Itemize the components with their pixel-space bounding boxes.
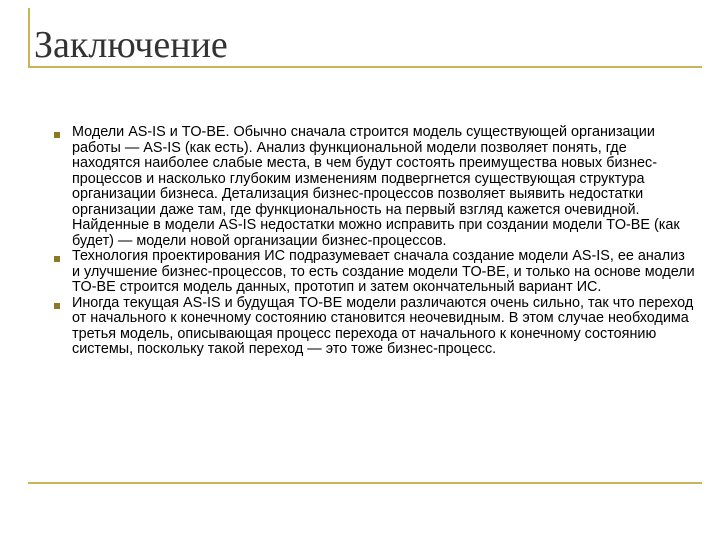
title-vertical-rule (28, 8, 30, 66)
bullet-item (56, 125, 696, 249)
bullet-text: Технология проектирования ИС подразумевает сначала создание модели AS-IS, ее анализ и улучшение бизнес-процессов, то есть создание модели TO-BE, и только на основе модели TO-BE строится модель данных, прототип и затем окончательный вариант ИС. (72, 248, 695, 295)
square-bullet-icon (54, 256, 60, 262)
bullet-text: Иногда текущая AS-IS и будущая TO-BE модели различаются очень сильно, так что переход от начального к конечному состоянию становится неочевидным. В этом случае необходима третья модель, описывающая процесс перехода от начального к конечному состоянию системы, поскольку такой переход — это тоже бизнес-процесс. (72, 294, 694, 357)
footer-rule (28, 482, 702, 484)
slide-title: Заключение (34, 24, 228, 66)
title-horizontal-rule (28, 66, 702, 68)
square-bullet-icon (54, 132, 60, 138)
bullet-item (56, 249, 696, 296)
bullet-list (56, 125, 696, 358)
bullet-text: Модели AS-IS и TO-BE. Обычно сначала строится модель существующей организации работы — AS-IS (как есть). Анализ функциональной модели позволяет понять, где находятся наиболее слабые места, в чем будут состоять преимущества новых бизнес-процессов и насколько глубоким изменениям подвергнется существующая структура организации бизнеса. Детализация бизнес-процессов позволяет выявить недостатки организации даже там, где функциональность на первый взгляд кажется очевидной. Найденные в модели AS-IS недостатки можно исправить при создании модели TO-BE (как будет) — модели новой организации бизнес-процессов. (72, 124, 680, 249)
square-bullet-icon (54, 303, 60, 309)
bullet-item (56, 296, 696, 358)
